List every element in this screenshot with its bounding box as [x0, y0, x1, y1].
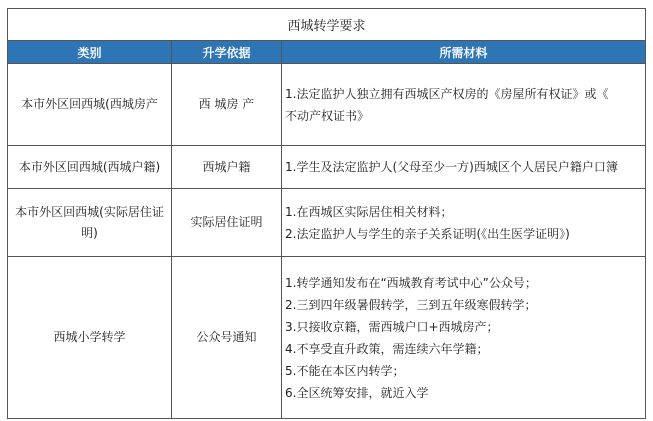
basis-cell: 西城户籍 — [172, 146, 282, 189]
category-cell: 西城小学转学 — [8, 257, 172, 419]
basis-cell: 西 城房 产 — [172, 64, 282, 146]
materials-cell — [282, 146, 646, 189]
material-line: 1.转学通知发布在“西城教育考试中心”公众号； — [285, 275, 537, 290]
material-line: 3.只接收京籍，需西城户口+西城房产； — [285, 319, 499, 334]
header-materials: 所需材料 — [282, 41, 646, 64]
materials-cell — [282, 257, 646, 419]
basis-cell: 实际居住证明 — [172, 189, 282, 257]
header-basis: 升学依据 — [172, 41, 282, 64]
table-row — [8, 64, 646, 146]
material-line: 1.法定监护人独立拥有西城区产权房的《房屋所有权证》或《 — [285, 86, 609, 101]
category-cell: 本市外区回西城(西城户籍) — [8, 146, 172, 189]
material-line: 2.三到四年级暑假转学，三到五年级寒假转学； — [285, 297, 537, 312]
basis-cell: 公众号通知 — [172, 257, 282, 419]
header-category: 类别 — [8, 41, 172, 64]
material-line: 6.全区统筹安排，就近入学 — [285, 385, 429, 400]
material-line: 5.不能在本区内转学； — [285, 363, 405, 378]
material-line: 1.学生及法定监护人(父母至少一方)西城区个人居民户籍户口簿 — [285, 160, 618, 174]
materials-cell — [282, 64, 646, 146]
category-cell: 本市外区回西城(西城房产 — [8, 64, 172, 146]
transfer-requirements-table — [7, 8, 646, 419]
materials-cell — [282, 189, 646, 257]
table-row — [8, 257, 646, 419]
material-line: 1.在西城区实际居住相关材料； — [285, 204, 453, 219]
table-row — [8, 189, 646, 257]
material-line: 4.不享受直升政策，需连续六年学籍； — [285, 341, 489, 356]
material-line: 不动产权证书》 — [285, 108, 370, 123]
category-cell: 本市外区回西城(实际居住证明) — [8, 189, 172, 257]
table-title: 西城转学要求 — [8, 9, 646, 41]
table-row — [8, 146, 646, 189]
material-line: 2.法定监护人与学生的亲子关系证明(《出生医学证明》) — [285, 226, 570, 241]
